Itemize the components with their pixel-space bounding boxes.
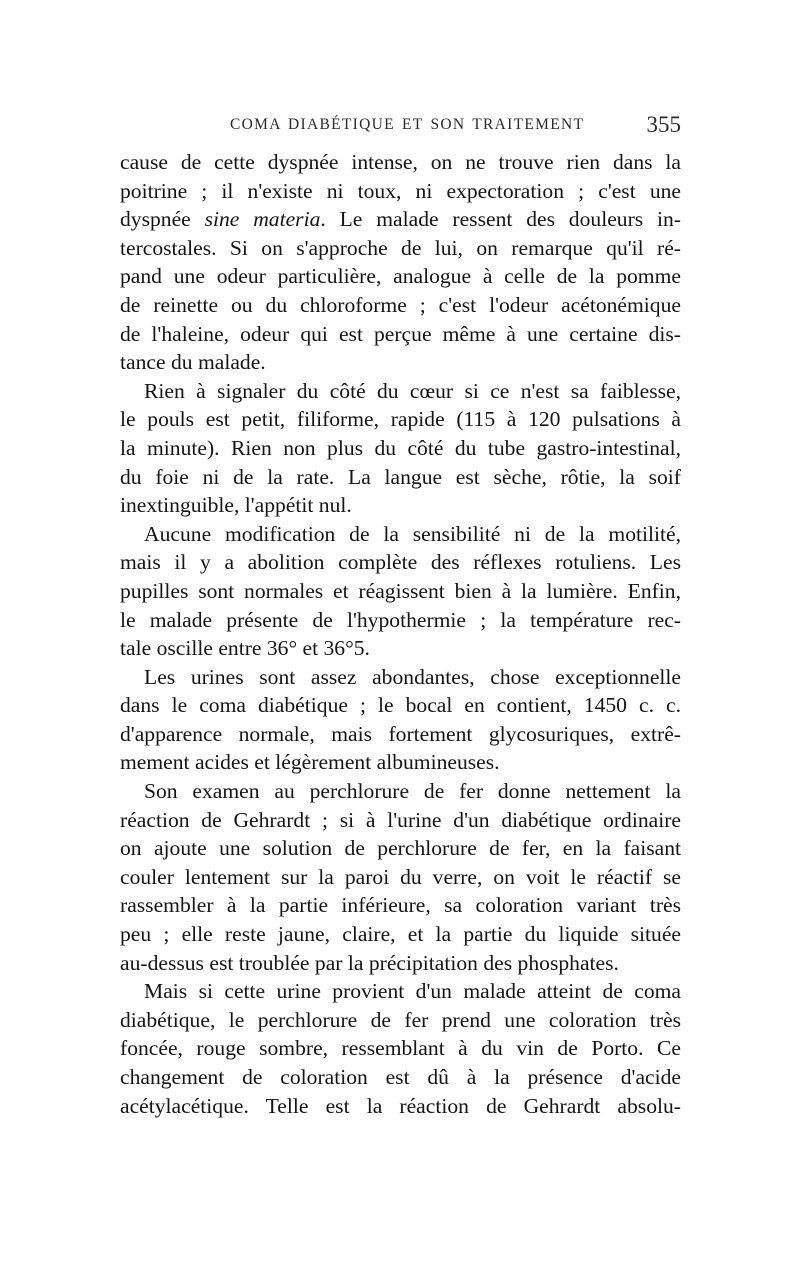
text-line: diabétique, le perchlorure de fer prend une coloration très xyxy=(120,1007,681,1032)
text-line: couler lentement sur la paroi du verre, on voit le réactif se xyxy=(120,864,681,889)
text-line: tercostales. Si on s'approche de lui, on remarque qu'il ré- xyxy=(120,235,681,260)
text-line: la minute). Rien non plus du côté du tube gastro-intestinal, xyxy=(120,435,681,460)
text-line: de l'haleine, odeur qui est perçue même à une certaine dis- xyxy=(120,321,681,346)
text-line: tance du malade. xyxy=(120,350,266,375)
text-line: du foie ni de la rate. La langue est sèche, rôtie, la soif xyxy=(120,464,681,489)
text-line: dyspnée sine materia. Le malade ressent des douleurs in- xyxy=(120,207,681,232)
page-number: 355 xyxy=(646,112,681,137)
text-line: Les urines sont assez abondantes, chose exceptionnelle xyxy=(144,664,681,689)
italic-phrase: sine materia xyxy=(204,207,321,232)
text-line: Aucune modification de la sensibilité ni de la motilité, xyxy=(144,521,681,546)
text-line: acétylacétique. Telle est la réaction de Gehrardt absolu- xyxy=(120,1093,681,1118)
running-head-title: COMA DIABÉTIQUE ET SON TRAITEMENT xyxy=(230,116,585,133)
text-line: pand une odeur particulière, analogue à celle de la pomme xyxy=(120,264,681,289)
text-line: le pouls est petit, filiforme, rapide (115 à 120 pulsations à xyxy=(120,407,681,432)
text-line: le malade présente de l'hypothermie ; la température rec- xyxy=(120,607,681,632)
text-line: réaction de Gehrardt ; si à l'urine d'un diabétique ordinaire xyxy=(120,807,681,832)
text-line: d'apparence normale, mais fortement glycosuriques, extrê- xyxy=(120,721,681,746)
text-line: tale oscille entre 36° et 36°5. xyxy=(120,636,370,661)
body-text xyxy=(120,148,681,1120)
text-line: Rien à signaler du côté du cœur si ce n'est sa faiblesse, xyxy=(144,378,681,403)
text-line: Son examen au perchlorure de fer donne nettement la xyxy=(144,779,681,804)
text-line: foncée, rouge sombre, ressemblant à du vin de Porto. Ce xyxy=(120,1036,681,1061)
text-line: dans le coma diabétique ; le bocal en contient, 1450 c. c. xyxy=(120,693,681,718)
text-line: de reinette ou du chloroforme ; c'est l'odeur acétonémique xyxy=(120,292,681,317)
text-line: on ajoute une solution de perchlorure de fer, en la faisant xyxy=(120,836,681,861)
text-line: peu ; elle reste jaune, claire, et la partie du liquide située xyxy=(120,922,681,947)
text-line: changement de coloration est dû à la présence d'acide xyxy=(120,1065,681,1089)
text-line: inextinguible, l'appétit nul. xyxy=(120,493,352,518)
text-line: cause de cette dyspnée intense, on ne trouve rien dans la xyxy=(120,150,681,174)
text-line: mais il y a abolition complète des réflexes rotuliens. Les xyxy=(120,550,681,575)
text-line: Mais si cette urine provient d'un malade atteint de coma xyxy=(144,979,681,1004)
text-line: rassembler à la partie inférieure, sa coloration variant très xyxy=(120,893,681,918)
running-head xyxy=(120,112,681,142)
text-line: pupilles sont normales et réagissent bien à la lumière. Enfin, xyxy=(120,578,681,603)
text-line: poitrine ; il n'existe ni toux, ni expectoration ; c'est une xyxy=(120,178,681,203)
text-line: mement acides et légèrement albumineuses. xyxy=(120,750,500,775)
text-line: au-dessus est troublée par la précipitation des phosphates. xyxy=(120,950,619,975)
